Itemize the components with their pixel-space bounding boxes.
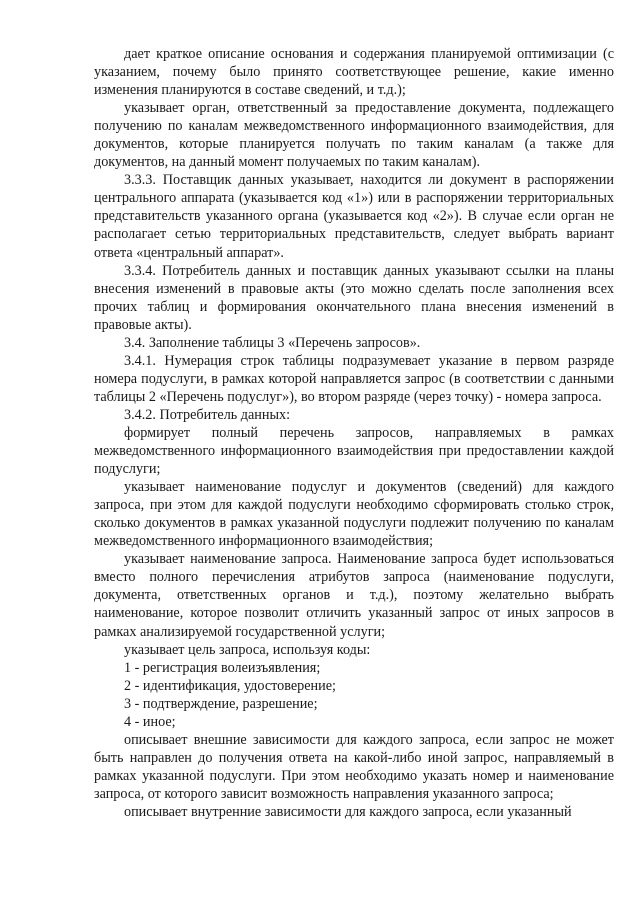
list-item-code-2: 2 - идентификация, удостоверение;	[124, 677, 336, 694]
list-item-code-4: 4 - иное;	[124, 713, 176, 730]
paragraph-request-name: указывает наименование запроса. Наименование запроса будет использоваться вместо полного перечисления атрибутов запроса (наименование подуслуги, документа, ответственных органов и т.д.), поэтому желательно выбрать наименование, которое позволит отличить указанный запрос от иных запросов в рамках анализируемой государственной услуги;	[94, 551, 614, 640]
paragraph-forms-request-list: формирует полный перечень запросов, направляемых в рамках межведомственного информационного взаимодействия при предоставлении каждой подуслуги;	[94, 424, 614, 478]
paragraph-responsible-organ: указывает орган, ответственный за предоставление документа, подлежащего получению по каналам межведомственного информационного взаимодействия, для документов, которые планируется получать по таким каналам (а также для документов, на данный момент получаемых по таким каналам).	[94, 100, 614, 171]
paragraph-3-3-4: 3.3.4. Потребитель данных и поставщик данных указывают ссылки на планы внесения изменений в правовые акты (это можно сделать после заполнения всех прочих таблиц и формирования окончательного плана внесения изменений в правовые акты).	[94, 262, 614, 333]
paragraph-optimization-description: дает краткое описание основания и содержания планируемой оптимизации (с указанием, почему было принято соответствующее решение, какие именно изменения планируются в составе сведений, и т.д.);	[94, 46, 614, 99]
paragraph-3-4-2: 3.4.2. Потребитель данных:	[124, 406, 291, 423]
list-item-code-3: 3 - подтверждение, разрешение;	[124, 695, 318, 712]
paragraph-3-3-3: 3.3.3. Поставщик данных указывает, находится ли документ в распоряжении центрального аппарата (указывается код «1») или в распоряжении территориальных представительств указанного органа (указывается код «2»). В случае если орган не располагает сетью территориальных представительств, следует выбрать вариант ответа «центральный аппарат».	[94, 172, 614, 261]
paragraph-request-purpose: указывает цель запроса, используя коды:	[124, 641, 371, 658]
list-item-code-1: 1 - регистрация волеизъявления;	[124, 659, 321, 676]
paragraph-3-4: 3.4. Заполнение таблицы 3 «Перечень запросов».	[124, 334, 421, 351]
paragraph-3-4-1: 3.4.1. Нумерация строк таблицы подразумевает указание в первом разряде номера подуслуги, в рамках которой направляется запрос (в соответствии с данными таблицы 2 «Перечень подуслуг»), во втором разряде (через точку) - номера запроса.	[94, 352, 614, 405]
paragraph-subservice-names: указывает наименование подуслуг и документов (сведений) для каждого запроса, при этом для каждой подуслуги необходимо сформировать столько строк, сколько документов в рамках указанной подуслуги подлежит получению по каналам межведомственного информационного взаимодействия;	[94, 479, 614, 550]
paragraph-external-dependencies: описывает внешние зависимости для каждого запроса, если запрос не может быть направлен до получения ответа на какой-либо иной запрос, направляемый в рамках указанной подуслуги. При этом необходимо указать номер и наименование запроса, от которого зависит возможность направления указанного запроса;	[94, 731, 614, 802]
paragraph-internal-dependencies: описывает внутренние зависимости для каждого запроса, если указанный	[124, 803, 572, 820]
document-body	[94, 45, 614, 821]
